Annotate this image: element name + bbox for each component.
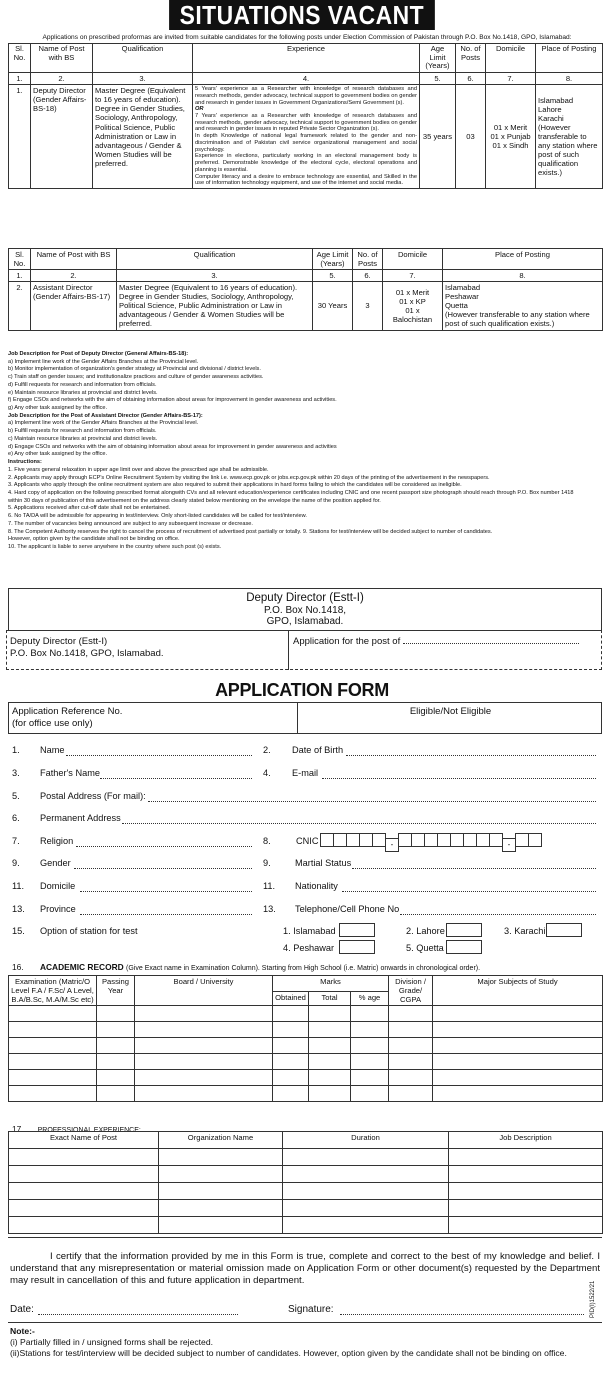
signature-label: Signature:	[288, 1304, 334, 1315]
table-row[interactable]	[9, 1070, 603, 1086]
application-post-box: Application for the post of	[288, 630, 602, 670]
table-row[interactable]	[9, 1054, 603, 1070]
cnic-field[interactable]: - -	[320, 833, 541, 847]
father-name-label: Father's Name	[40, 768, 100, 778]
table-number-row: 1. 2. 3. 4. 5. 6. 7. 8.	[9, 73, 603, 85]
pid-code: PID(I)1522/21	[590, 1280, 596, 1318]
intro-text: Applications on prescribed proformas are invited from suitable candidates for the following posts under Election Commission of Pakistan through P.O. Box No.1418, GPO, Islamabad:	[42, 34, 572, 41]
domicile-cell: 01 x Merit 01 x KP 01 x Balochistan	[383, 282, 443, 331]
name-label: Name	[40, 745, 65, 755]
station-quetta-box[interactable]	[446, 940, 482, 954]
date-label: Date:	[10, 1304, 34, 1315]
marital-status-field[interactable]	[352, 868, 596, 869]
professional-experience-table: Exact Name of Post Organization Name Duration Job Description	[8, 1131, 603, 1234]
table-header-row: Sl. No. Name of Post with BS Qualification Experience Age Limit (Years) No. of Posts Domicile Place of Posting	[9, 44, 603, 73]
table-header-row: Sl. No. Name of Post with BS Qualification Age Limit (Years) No. of Posts Domicile Place of Posting	[9, 249, 603, 270]
father-name-field[interactable]	[100, 778, 252, 779]
nationality-field[interactable]	[342, 891, 596, 892]
academic-record-heading: 16. ACADEMIC RECORD (Give Exact name in Examination Column). Starting from High School (i.e. Matric) onwards in chronological order).	[12, 962, 481, 972]
station-lahore-box[interactable]	[446, 923, 482, 937]
table-row[interactable]	[9, 1183, 603, 1200]
table-row[interactable]	[9, 1200, 603, 1217]
table-number-row: 1. 2. 3. 5. 6. 7. 8.	[9, 270, 603, 282]
station-peshawar-box[interactable]	[339, 940, 375, 954]
job-descriptions: Job Description for Post of Deputy Director (General Affairs-BS-18): a) Implement line work of the Gender Affairs Branches at the Provincial level. b) Monitor implementation of organization's gender strategy at Provincial and divisional / district levels. c) Train staff on gender issues; and institutionalize practices and culture of gender awareness activities. d) Fulfill requests for research and information from officials. e) Maintain resource libraries at provincial and district levels. f) Engage CSOs and networks with the aim of obtaining information about areas for improvement in gender awareness and activities. g) Any other task assigned by the office. Job Description for the Post of Assistant Director (Gender Affairs-BS-17): a) Implement line work of the Gender Affairs Branches at the Provincial level. b) Fulfill requests for research and information from officials. c) Maintain resource libraries at provincial and district levels. d) Engage CSOs and networks with the aim of obtaining information about areas for improvement in gender awareness and activities e) Any other task assigned by the office. Instructions: 1. Five years general relaxation in upper age limit over and above the prescribed age shall be admissible. 2. Applicants may apply through ECP's Online Recruitment System by visiting the link i.e. www.ecp.gov.pk or jobs.ecp.gov.pk within 20 days of the printing of the advertisement in the newspapers. 3. Applicants who apply through the online recruitment system are also required to submit their applications in hard forms failing to which the candidates will be considered as ineligible. 4. Hard copy of application on the following prescribed format alongwith CVs and all relevant education/experience certificates including CNIC and one recent passport size photograph should reach through P.O. Box number 1418 within 30 days of publication of this advertisement on the address clearly stated below mentioning on the envelope the name of the position applied for. 5. Applications received after cut-off date shall not be entertained. 6. No TA/DA will be admissible for appearing in test/interview. Only short-listed candidates will be called for test/interview. 7. The number of vacancies being announced are subject to any subsequent increase or decrease. 8. The Competent Authority reserves the right to cancel the process of recruitment of advertised post partially or totally. 9. Stations for test/interview will be decided subject to number of candidates. However, option given by the candidate shall not be binding on office. 10. The applicant is liable to serve anywhere in the country where such post (s) exists.	[8, 351, 574, 550]
table-row: 1. Deputy Director (Gender Affairs-BS-18) Master Degree (Equivalent to 16 years of education). Degree in Gender Studies, Sociology, Anthropology, Political Science, Public Administration or Law in advantageous / Gender & Women Studies will be preferred. 5 Years' experience as a Researcher with knowledge of research databases and research methods, gender advocacy, technical support to government bodies on gender and research in gender issues in Government Organizations/Semi Government (s). OR 7 Years' experience as a Researcher with knowledge of research databases and research methods, gender advocacy, technical support to government bodies on gender and research in gender issues in reputed Private Sector Organization (s). In depth Knowledge of national legal framework related to the gender and non-discrimination and of Pakistan civil service organizational management and social psychology. Experience in elections, particularly working in an electoral management body is preferred. Demonstrable knowledge of the electoral cycle, electoral operations and planning is essential. Computer literacy and a desire to embrace technology are essential, and Skilled in the use of information technology equipment, and use of the internet and social media. 35 years 03 01 x Merit 01 x Punjab 01 x Sindh Islamabad Lahore Karachi (However transferable to any station where post of such qualification exists.)	[9, 85, 603, 189]
table-row[interactable]	[9, 1022, 603, 1038]
address-block: Deputy Director (Estt-I) P.O. Box No.1418, GPO, Islamabad.	[8, 588, 602, 631]
permanent-address-label: Permanent Address	[40, 813, 121, 823]
station-option-label: Option of station for test	[40, 926, 138, 936]
permanent-address-field[interactable]	[122, 823, 596, 824]
table-row: 2. Assistant Director (Gender Affairs-BS-17) Master Degree (Equivalent to 16 years of education). Degree in Gender Studies, Sociology, Anthropology, Political Science, Public Administration or Law in advantageous / Gender & Women Studies will be preferred. 30 Years 3 01 x Merit 01 x KP 01 x Balochistan Islamabad Peshawar Quetta (However transferable to any station where post of such qualification exists.)	[9, 282, 603, 331]
posting-cell: Islamabad Lahore Karachi (However transferable to any station where post of such qualification exists.)	[536, 85, 603, 189]
vacancy-table-1	[8, 43, 603, 189]
religion-field[interactable]	[76, 846, 252, 847]
professional-heading: 17. PROFESSIONAL EXPERIENCE:	[12, 1124, 141, 1134]
station-islamabad-box[interactable]	[339, 923, 375, 937]
postal-address-field[interactable]	[148, 801, 596, 802]
date-field[interactable]	[38, 1314, 238, 1315]
domicile-label: Domicile	[40, 881, 76, 891]
page-title: SITUATIONS VACANT	[0, 0, 604, 30]
gender-label: Gender	[40, 858, 71, 868]
experience-cell: 5 Years' experience as a Researcher with knowledge of research databases and research methods, gender advocacy, technical support to government bodies on gender and research in gender issues in Government Organizations/Semi Government (s). OR 7 Years' experience as a Researcher with knowledge of research databases and research methods, gender advocacy, technical support to government bodies on gender and research in gender issues in reputed Private Sector Organization (s). In depth Knowledge of national legal framework related to the gender and non-discrimination and of Pakistan civil service organizational management and social psychology. Experience in elections, particularly working in an electoral management body is preferred. Demonstrable knowledge of the electoral cycle, electoral operations and planning is essential. Computer literacy and a desire to embrace technology are essential, and Skilled in the use of information technology equipment, and use of the internet and social media.	[193, 85, 420, 189]
table-row[interactable]	[9, 1217, 603, 1234]
domicile-cell: 01 x Merit 01 x Punjab 01 x Sindh	[486, 85, 536, 189]
dob-label: Date of Birth	[292, 745, 344, 755]
province-field[interactable]	[80, 914, 252, 915]
vacancy-table-2	[8, 248, 603, 331]
form-title: APPLICATION FORM	[215, 680, 389, 700]
name-field[interactable]	[66, 755, 252, 756]
signature-field[interactable]	[340, 1314, 584, 1315]
reference-box: Application Reference No. (for office use only) Eligible/Not Eligible	[8, 702, 602, 734]
phone-label: Telephone/Cell Phone No	[295, 904, 400, 914]
post-applied-field[interactable]	[403, 643, 579, 644]
table-row[interactable]	[9, 1149, 603, 1166]
province-label: Province	[40, 904, 76, 914]
religion-label: Religion	[40, 836, 74, 846]
phone-field[interactable]	[400, 914, 596, 915]
nationality-label: Nationality	[295, 881, 338, 891]
table-row[interactable]	[9, 1038, 603, 1054]
cnic-label: CNIC	[296, 836, 319, 846]
table-row[interactable]	[9, 1086, 603, 1102]
marital-status-label: Martial Status	[295, 858, 352, 868]
note-block: Note:- (i) Partially filled in / unsigned forms shall be rejected. (ii)Stations for test/interview will be decided subject to number of candidates. However, option given by the candidate shall not be binding on office.	[8, 1322, 602, 1363]
station-karachi-box[interactable]	[546, 923, 582, 937]
email-label: E-mail	[292, 768, 319, 778]
return-address: Deputy Director (Estt-I) P.O. Box No.1418, GPO, Islamabad.	[10, 636, 164, 659]
certification-text: I certify that the information provided by me in this Form is true, complete and correct to the best of my knowledge and belief. I understand that any misrepresentation or material omission made on Application Form or other document(s) requested by the Department may result in cancellation of this and future application in department.	[8, 1237, 602, 1302]
gender-field[interactable]	[74, 868, 252, 869]
academic-record-table: Examination (Matric/O Level F.A / F.Sc/ A Level, B.A/B.Sc, M.A/M.Sc etc) Passing Year Board / University Marks Division / Grade/ CGPA Major Subjects of Study Obtained Total % age	[8, 975, 603, 1102]
table-row[interactable]	[9, 1166, 603, 1183]
domicile-field[interactable]	[80, 891, 252, 892]
dob-field[interactable]	[346, 755, 596, 756]
postal-address-label: Postal Address (For mail):	[40, 791, 146, 801]
posting-cell: Islamabad Peshawar Quetta (However transferable to any station where post of such qualification exists.)	[443, 282, 603, 331]
table-row[interactable]	[9, 1006, 603, 1022]
email-field[interactable]	[322, 778, 596, 779]
